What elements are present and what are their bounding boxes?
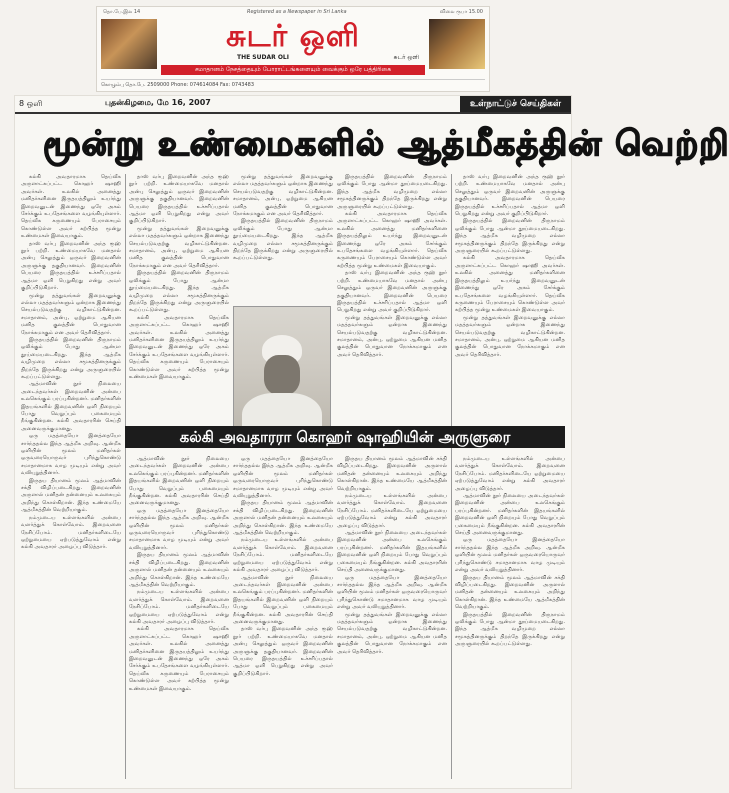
column-text: இருதய தியானம் மூலம் ஆத்மாவின் சக்தி விழிப்படைகிறது. இறைவனின் அருளால் மனிதன் தன்னையும் உலகையும் அறிந்து கொள்கிறான். இந்த உண்மையே ஆத்மீகத்தின் வெற்றியாகும்.: [337, 456, 447, 492]
newspaper-page: [14, 95, 729, 789]
column-text: இருதயத்தில் இறைவனின் திருநாமம் ஒலிக்கும் போது ஆன்மா தூய்மையடைகிறது. இந்த ஆத்மீக வழிமுறை எல்லா சமூகத்தினருக்கும் திறந்தே இருக்கிறது என்று அருளுரையில் கூறப்பட்டுள்ளது.: [129, 270, 229, 314]
article-column-4: [337, 174, 447, 422]
column-text: தாஸ் வர்பு இறைவனின் அந்த ரூஹ் நூர் பற்றி. உண்மையாகவே மனதால் அன்பு செலுத்தும் ஒருவர் இறைவனின் அருளுக்கு தகுதியானவர். இறைவனின் பெயரை இருதயத்தில் உச்சரிப்பதால் ஆத்மா ஒளி பெறுகிறது என்று அவர் குறிப்பிடுகிறார்.: [129, 174, 229, 225]
column-text: கல்கி அவதாரமாக தெய்வீக அருளாட்கப்பட்ட கொஹர் ஷாஹி அவர்கள். உலகில் அனைத்து மனிதர்களினை இருதயத்திலும் உயர்ந்து இறைவனுடன் இணைந்து ஒரே அகம் சேர்க்கும் உபதேசங்களை வழங்கியுள்ளார். தெய்வீக கருணையும் பேராசையும் கொண்டுள்ள அவர் கற்பித்த மூன்று உண்மைகள் இவையாகும்.: [337, 211, 447, 269]
section-title: உள்நாட்டுச் செய்திகள்: [460, 96, 571, 112]
article-column-8: [337, 456, 447, 779]
column-text: நம்முடைய உள்ளங்களில் அன்பை வளர்த்துக் கொள்வோம். இறைவனை நேசிப்போம். மனிதர்களிடையே ஒற்றுமையை ஏற்படுத்துவோம் என்று கல்கி அவதாரர் அழைப்பு விடுத்தார்.: [21, 514, 121, 551]
newspaper-name-ta: சுடர் ஒளி: [393, 54, 419, 61]
column-text: நம்முடைய உள்ளங்களில் அன்பை வளர்த்துக் கொள்வோம். இறைவனை நேசிப்போம். மனிதர்களிடையே ஒற்றுமையை ஏற்படுத்துவோம் என்று கல்கி அவதாரர் அழைப்பு விடுத்தார்.: [455, 456, 565, 492]
masthead-phone: தொ.பே.இல 14: [103, 9, 141, 15]
column-text: இருதய தியானம் மூலம் ஆத்மாவின் சக்தி விழிப்படைகிறது. இறைவனின் அருளால் மனிதன் தன்னையும் உலகையும் அறிந்து கொள்கிறான். இந்த உண்மையே ஆத்மீகத்தின் வெற்றியாகும்.: [233, 500, 333, 537]
masthead-registration: Registered as a Newspaper in Sri Lanka: [247, 9, 347, 15]
masthead-photo-right: [429, 19, 485, 69]
article-headline: மூன்று உண்மைகளில் ஆத்மீகத்தின் வெற்றி: [43, 124, 729, 164]
sub-headline-banner: கல்கி அவதாரரா கொஹர் ஷாஹியின் அருளுரை: [125, 426, 565, 448]
column-divider: [125, 174, 126, 779]
column-text: ஆத்மாவின் நூர் நிலையை அடைந்தவர்கள் இறைவனின் அன்பை உலகெங்கும் பரப்புகின்றனர். மனிதர்களின் இதயங்களில் இறைவனின் ஒளி நிறையும் போது வெறுப்பும் பகைமையும் நீங்குகின்றன. கல்கி அவதாரரின் செய்தி அனைவருக்குமானது.: [455, 493, 565, 537]
column-text: ஆத்மாவின் நூர் நிலையை அடைந்தவர்கள் இறைவனின் அன்பை உலகெங்கும் பரப்புகின்றனர். மனிதர்களின் இதயங்களில் இறைவனின் ஒளி நிறையும் போது வெறுப்பும் பகைமையும் நீங்குகின்றன. கல்கி அவதாரரின் செய்தி அனைவருக்குமானது.: [233, 574, 333, 625]
issue-date: புதன்கிழமை, மே 16, 2007: [105, 98, 211, 107]
masthead-slogan: சமாதானம் நேசத்தையும் போராட்டங்களையும் வைக்கும் ஒரே பத்திரிகை: [161, 65, 425, 75]
page-number: 8 ஒளி: [19, 99, 43, 108]
column-text: நம்முடைய உள்ளங்களில் அன்பை வளர்த்துக் கொள்வோம். இறைவனை நேசிப்போம். மனிதர்களிடையே ஒற்றுமையை ஏற்படுத்துவோம் என்று கல்கி அவதாரர் அழைப்பு விடுத்தார்.: [337, 493, 447, 529]
column-text: கல்கி அவதாரமாக தெய்வீக அருளாட்கப்பட்ட கொஹர் ஷாஹி அவர்கள். உலகில் அனைத்து மனிதர்களினை இருதயத்திலும் உயர்ந்து இறைவனுடன் இணைந்து ஒரே அகம் சேர்க்கும் உபதேசங்களை வழங்கியுள்ளார். தெய்வீக கருணையும் பேராசையும் கொண்டுள்ள அவர் கற்பித்த மூன்று உண்மைகள் இவையாகும்.: [21, 174, 121, 240]
column-text: கல்கி அவதாரமாக தெய்வீக அருளாட்கப்பட்ட கொஹர் ஷாஹி அவர்கள். உலகில் அனைத்து மனிதர்களினை இருதயத்திலும் உயர்ந்து இறைவனுடன் இணைந்து ஒரே அகம் சேர்க்கும் உபதேசங்களை வழங்கியுள்ளார். தெய்வீக கருணையும் பேராசையும் கொண்டுள்ள அவர் கற்பித்த மூன்று உண்மைகள் இவையாகும்.: [455, 255, 565, 314]
column-text: ஆத்மாவின் நூர் நிலையை அடைந்தவர்கள் இறைவனின் அன்பை உலகெங்கும் பரப்புகின்றனர். மனிதர்களின் இதயங்களில் இறைவனின் ஒளி நிறையும் போது வெறுப்பும் பகைமையும் நீங்குகின்றன. கல்கி அவதாரரின் செய்தி அனைவருக்குமானது.: [337, 530, 447, 574]
masthead-info: கொழும்பு தொ.பே. 2509000 Phone: 074614084 Fax: 0743483: [101, 79, 485, 90]
article-column-1: [21, 174, 121, 779]
column-text: இருதய தியானம் மூலம் ஆத்மாவின் சக்தி விழிப்படைகிறது. இறைவனின் அருளால் மனிதன் தன்னையும் உலகையும் அறிந்து கொள்கிறான். இந்த உண்மையே ஆத்மீகத்தின் வெற்றியாகும்.: [455, 574, 565, 611]
masthead-price: விலை ரூபா 15.00: [439, 9, 483, 15]
column-text: ஆத்மாவின் நூர் நிலையை அடைந்தவர்கள் இறைவனின் அன்பை உலகெங்கும் பரப்புகின்றனர். மனிதர்களின் இதயங்களில் இறைவனின் ஒளி நிறையும் போது வெறுப்பும் பகைமையும் நீங்குகின்றன. கல்கி அவதாரரின் செய்தி அனைவருக்குமானது.: [129, 456, 229, 507]
column-text: மூன்று தத்துவங்கள் இறைவனுக்கு எல்லா மதத்தவர்களும் ஒன்றாக இணைந்து செயல்படுவதற்கு வழிகாட்டுகின்றன. சமாதானம், அன்பு, ஒற்றுமை ஆகியன மனித குலத்தின் பொதுவான நோக்கமாகும் என அவர் தெரிவித்தார்.: [21, 292, 121, 336]
column-text: இருதயத்தில் இறைவனின் திருநாமம் ஒலிக்கும் போது ஆன்மா தூய்மையடைகிறது. இந்த ஆத்மீக வழிமுறை எல்லா சமூகத்தினருக்கும் திறந்தே இருக்கிறது என்று அருளுரையில் கூறப்பட்டுள்ளது.: [337, 174, 447, 210]
column-text: இருதயத்தில் இறைவனின் திருநாமம் ஒலிக்கும் போது ஆன்மா தூய்மையடைகிறது. இந்த ஆத்மீக வழிமுறை எல்லா சமூகத்தினருக்கும் திறந்தே இருக்கிறது என்று அருளுரையில் கூறப்பட்டுள்ளது.: [455, 218, 565, 255]
article-column-3: [233, 174, 333, 302]
masthead-photo-left: [101, 19, 157, 69]
column-text: கல்கி அவதாரமாக தெய்வீக அருளாட்கப்பட்ட கொஹர் ஷாஹி அவர்கள். உலகில் அனைத்து மனிதர்களினை இருதயத்திலும் உயர்ந்து இறைவனுடன் இணைந்து ஒரே அகம் சேர்க்கும் உபதேசங்களை வழங்கியுள்ளார். தெய்வீக கருணையும் பேராசையும் கொண்டுள்ள அவர் கற்பித்த மூன்று உண்மைகள் இவையாகும்.: [129, 626, 229, 692]
column-text: மூன்று தத்துவங்கள் இறைவனுக்கு எல்லா மதத்தவர்களும் ஒன்றாக இணைந்து செயல்படுவதற்கு வழிகாட்டுகின்றன. சமாதானம், அன்பு, ஒற்றுமை ஆகியன மனித குலத்தின் பொதுவான நோக்கமாகும் என அவர் தெரிவித்தார்.: [455, 314, 565, 358]
column-text: தாஸ் வர்பு இறைவனின் அந்த ரூஹ் நூர் பற்றி. உண்மையாகவே மனதால் அன்பு செலுத்தும் ஒருவர் இறைவனின் அருளுக்கு தகுதியானவர். இறைவனின் பெயரை இருதயத்தில் உச்சரிப்பதால் ஆத்மா ஒளி பெறுகிறது என்று அவர் குறிப்பிடுகிறார்.: [21, 240, 121, 292]
column-text: தாஸ் வர்பு இறைவனின் அந்த ரூஹ் நூர் பற்றி. உண்மையாகவே மனதால் அன்பு செலுத்தும் ஒருவர் இறைவனின் அருளுக்கு தகுதியானவர். இறைவனின் பெயரை இருதயத்தில் உச்சரிப்பதால் ஆத்மா ஒளி பெறுகிறது என்று அவர் குறிப்பிடுகிறார்.: [455, 174, 565, 218]
column-text: இருதயத்தில் இறைவனின் திருநாமம் ஒலிக்கும் போது ஆன்மா தூய்மையடைகிறது. இந்த ஆத்மீக வழிமுறை எல்லா சமூகத்தினருக்கும் திறந்தே இருக்கிறது என்று அருளுரையில் கூறப்பட்டுள்ளது.: [455, 611, 565, 648]
column-text: இருதயத்தில் இறைவனின் திருநாமம் ஒலிக்கும் போது ஆன்மா தூய்மையடைகிறது. இந்த ஆத்மீக வழிமுறை எல்லா சமூகத்தினருக்கும் திறந்தே இருக்கிறது என்று அருளுரையில் கூறப்பட்டுள்ளது.: [233, 218, 333, 262]
column-text: தாஸ் வர்பு இறைவனின் அந்த ரூஹ் நூர் பற்றி. உண்மையாகவே மனதால் அன்பு செலுத்தும் ஒருவர் இறைவனின் அருளுக்கு தகுதியானவர். இறைவனின் பெயரை இருதயத்தில் உச்சரிப்பதால் ஆத்மா ஒளி பெறுகிறது என்று அவர் குறிப்பிடுகிறார்.: [233, 626, 333, 677]
column-text: இருதயத்தில் இறைவனின் திருநாமம் ஒலிக்கும் போது ஆன்மா தூய்மையடைகிறது. இந்த ஆத்மீக வழிமுறை எல்லா சமூகத்தினருக்கும் திறந்தே இருக்கிறது என்று அருளுரையில் கூறப்பட்டுள்ளது.: [21, 336, 121, 380]
column-text: இருதய தியானம் மூலம் ஆத்மாவின் சக்தி விழிப்படைகிறது. இறைவனின் அருளால் மனிதன் தன்னையும் உலகையும் அறிந்து கொள்கிறான். இந்த உண்மையே ஆத்மீகத்தின் வெற்றியாகும்.: [129, 552, 229, 588]
column-text: ஒரு மதத்தையோ இனத்தையோ சார்ந்ததல்ல இந்த ஆத்மீக அறிவு. ஆன்மீக ஒளியின் மூலம் மனிதர்கள் ஒருவரையொருவர் புரிந்துகொண்டு சமாதானமாக வாழ முடியும் என்று அவர் வலியுறுத்தினார்.: [129, 507, 229, 551]
column-text: மூன்று தத்துவங்கள் இறைவனுக்கு எல்லா மதத்தவர்களும் ஒன்றாக இணைந்து செயல்படுவதற்கு வழிகாட்டுகின்றன. சமாதானம், அன்பு, ஒற்றுமை ஆகியன மனித குலத்தின் பொதுவான நோக்கமாகும் என அவர் தெரிவித்தார்.: [337, 611, 447, 655]
newspaper-name-en: THE SUDAR OLI: [237, 54, 289, 61]
article-column-7: [233, 456, 333, 779]
column-text: ஒரு மதத்தையோ இனத்தையோ சார்ந்ததல்ல இந்த ஆத்மீக அறிவு. ஆன்மீக ஒளியின் மூலம் மனிதர்கள் ஒருவரையொருவர் புரிந்துகொண்டு சமாதானமாக வாழ முடியும் என்று அவர் வலியுறுத்தினார்.: [233, 456, 333, 500]
column-text: மூன்று தத்துவங்கள் இறைவனுக்கு எல்லா மதத்தவர்களும் ஒன்றாக இணைந்து செயல்படுவதற்கு வழிகாட்டுகின்றன. சமாதானம், அன்பு, ஒற்றுமை ஆகியன மனித குலத்தின் பொதுவான நோக்கமாகும் என அவர் தெரிவித்தார்.: [129, 225, 229, 269]
article-column-5: [455, 174, 565, 422]
column-text: மூன்று தத்துவங்கள் இறைவனுக்கு எல்லா மதத்தவர்களும் ஒன்றாக இணைந்து செயல்படுவதற்கு வழிகாட்டுகின்றன. சமாதானம், அன்பு, ஒற்றுமை ஆகியன மனித குலத்தின் பொதுவான நோக்கமாகும் என அவர் தெரிவித்தார்.: [337, 314, 447, 358]
column-text: கல்கி அவதாரமாக தெய்வீக அருளாட்கப்பட்ட கொஹர் ஷாஹி அவர்கள். உலகில் அனைத்து மனிதர்களினை இருதயத்திலும் உயர்ந்து இறைவனுடன் இணைந்து ஒரே அகம் சேர்க்கும் உபதேசங்களை வழங்கியுள்ளார். தெய்வீக கருணையும் பேராசையும் கொண்டுள்ள அவர் கற்பித்த மூன்று உண்மைகள் இவையாகும்.: [129, 314, 229, 380]
portrait-face: [264, 355, 300, 395]
column-text: நம்முடைய உள்ளங்களில் அன்பை வளர்த்துக் கொள்வோம். இறைவனை நேசிப்போம். மனிதர்களிடையே ஒற்றுமையை ஏற்படுத்துவோம் என்று கல்கி அவதாரர் அழைப்பு விடுத்தார்.: [129, 589, 229, 625]
article-column-2: [129, 174, 229, 422]
column-text: ஆத்மாவின் நூர் நிலையை அடைந்தவர்கள் இறைவனின் அன்பை உலகெங்கும் பரப்புகின்றனர். மனிதர்களின் இதயங்களில் இறைவனின் ஒளி நிறையும் போது வெறுப்பும் பகைமையும் நீங்குகின்றன. கல்கி அவதாரரின் செய்தி அனைவருக்குமானது.: [21, 381, 121, 432]
column-text: ஒரு மதத்தையோ இனத்தையோ சார்ந்ததல்ல இந்த ஆத்மீக அறிவு. ஆன்மீக ஒளியின் மூலம் மனிதர்கள் ஒருவரையொருவர் புரிந்துகொண்டு சமாதானமாக வாழ முடியும் என்று அவர் வலியுறுத்தினார்.: [337, 574, 447, 611]
article-column-6: [129, 456, 229, 779]
column-text: நம்முடைய உள்ளங்களில் அன்பை வளர்த்துக் கொள்வோம். இறைவனை நேசிப்போம். மனிதர்களிடையே ஒற்றுமையை ஏற்படுத்துவோம் என்று கல்கி அவதாரர் அழைப்பு விடுத்தார்.: [233, 537, 333, 574]
masthead: [96, 6, 490, 92]
column-text: ஒரு மதத்தையோ இனத்தையோ சார்ந்ததல்ல இந்த ஆத்மீக அறிவு. ஆன்மீக ஒளியின் மூலம் மனிதர்கள் ஒருவரையொருவர் புரிந்துகொண்டு சமாதானமாக வாழ முடியும் என்று அவர் வலியுறுத்தினார்.: [455, 537, 565, 574]
column-text: ஒரு மதத்தையோ இனத்தையோ சார்ந்ததல்ல இந்த ஆத்மீக அறிவு. ஆன்மீக ஒளியின் மூலம் மனிதர்கள் ஒருவரையொருவர் புரிந்துகொண்டு சமாதானமாக வாழ முடியும் என்று அவர் வலியுறுத்தினார்.: [21, 433, 121, 477]
column-text: இருதய தியானம் மூலம் ஆத்மாவின் சக்தி விழிப்படைகிறது. இறைவனின் அருளால் மனிதன் தன்னையும் உலகையும் அறிந்து கொள்கிறான். இந்த உண்மையே ஆத்மீகத்தின் வெற்றியாகும்.: [21, 477, 121, 514]
dateline: [15, 96, 571, 114]
column-text: மூன்று தத்துவங்கள் இறைவனுக்கு எல்லா மதத்தவர்களும் ஒன்றாக இணைந்து செயல்படுவதற்கு வழிகாட்டுகின்றன. சமாதானம், அன்பு, ஒற்றுமை ஆகியன மனித குலத்தின் பொதுவான நோக்கமாகும் என அவர் தெரிவித்தார்.: [233, 174, 333, 218]
column-text: தாஸ் வர்பு இறைவனின் அந்த ரூஹ் நூர் பற்றி. உண்மையாகவே மனதால் அன்பு செலுத்தும் ஒருவர் இறைவனின் அருளுக்கு தகுதியானவர். இறைவனின் பெயரை இருதயத்தில் உச்சரிப்பதால் ஆத்மா ஒளி பெறுகிறது என்று அவர் குறிப்பிடுகிறார்.: [337, 270, 447, 314]
newspaper-logo: சுடர் ஒளி: [226, 19, 360, 54]
column-divider: [451, 174, 452, 779]
article-column-9: [455, 456, 565, 779]
